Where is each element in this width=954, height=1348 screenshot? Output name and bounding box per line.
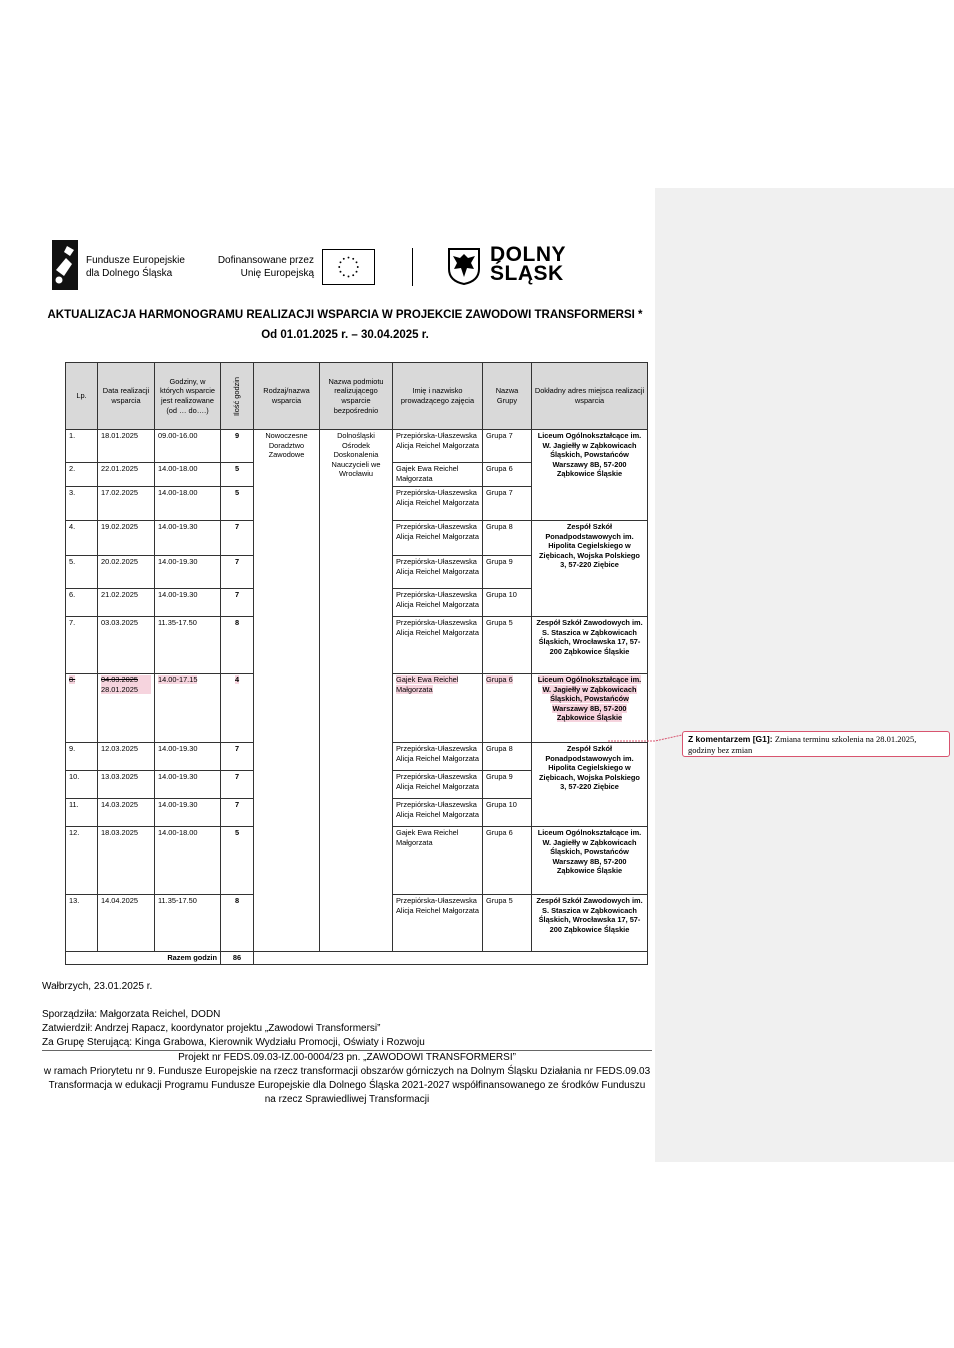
lp-deleted: 8. xyxy=(69,675,76,684)
cell-lp: 2. xyxy=(66,463,98,487)
cell-trainer: Przepiórska-Ułaszewska Alicja Reichel Małgorzata xyxy=(393,487,483,521)
address-marked: Liceum Ogólnokształcące im. W. Jagiełły w Ząbkowicach Śląskich, Powstańców Warszawy 8B, 57-200 Ząbkowice Śląskie xyxy=(537,675,642,723)
cell-count: 7 xyxy=(221,743,254,771)
cell-trainer: Przepiórska-Ułaszewska Alicja Reichel Małgorzata xyxy=(393,430,483,463)
cell-group: Grupa 6 xyxy=(483,463,532,487)
cell-count: 5 xyxy=(221,487,254,521)
cell-group: Grupa 9 xyxy=(483,771,532,799)
cell-date: 18.03.2025 xyxy=(98,827,155,895)
cell-lp: 11. xyxy=(66,799,98,827)
cell-group: Grupa 9 xyxy=(483,556,532,589)
cell-hours: 14.00-18.00 xyxy=(155,827,221,895)
header-entity: Nazwa podmiotu realizującego wsparcie bezpośrednio xyxy=(320,363,393,430)
cell-group: Grupa 6 xyxy=(483,827,532,895)
hours-marked: 14.00-17.15 xyxy=(158,675,198,684)
cell-group: Grupa 10 xyxy=(483,799,532,827)
cell-date: 03.03.2025 xyxy=(98,617,155,674)
cell-count: 5 xyxy=(221,463,254,487)
cell-count: 5 xyxy=(221,827,254,895)
cell-trainer: Przepiórska-Ułaszewska Alicja Reichel Małgorzata xyxy=(393,521,483,556)
ds-line2: ŚLĄSK xyxy=(490,262,564,285)
cell-count: 7 xyxy=(221,771,254,799)
date-inserted: 28.01.2025 xyxy=(101,685,151,695)
cell-hours: 14.00-19.30 xyxy=(155,771,221,799)
steering-group: Za Grupę Sterującą: Kinga Grabowa, Kierownik Wydziału Promocji, Oświaty i Rozwoju xyxy=(42,1037,425,1048)
cell-group: Grupa 7 xyxy=(483,487,532,521)
cell-count: 7 xyxy=(221,556,254,589)
count-marked: 4 xyxy=(234,675,240,684)
total-value: 86 xyxy=(221,952,254,965)
cell-lp: 9. xyxy=(66,743,98,771)
comment-text: Zmiana terminu szkolenia na 28.01.2025, godziny bez zmian xyxy=(688,734,917,755)
cell-date: 21.02.2025 xyxy=(98,589,155,617)
project-line1: Projekt nr FEDS.09.03-IZ.00-0004/23 pn. „ZAWODOWI TRANSFORMERSI” xyxy=(178,1052,516,1063)
header-type: Rodzaj/nazwa wsparcia xyxy=(254,363,320,430)
cell-lp: 1. xyxy=(66,430,98,463)
cell-hours: 14.00-18.00 xyxy=(155,487,221,521)
cell-address: Liceum Ogólnokształcące im. W. Jagiełły w Ząbkowicach Śląskich, Powstańców Warszawy 8B, 57-200 Ząbkowice Śląskie xyxy=(532,827,648,895)
cell-hours: 11.35-17.50 xyxy=(155,895,221,952)
cell-lp: 3. xyxy=(66,487,98,521)
cell-date: 22.01.2025 xyxy=(98,463,155,487)
cell-hours: 09.00-16.00 xyxy=(155,430,221,463)
cell-group: Grupa 8 xyxy=(483,521,532,556)
cell-group: Grupa 5 xyxy=(483,895,532,952)
cell-entity: Dolnośląski Ośrodek Doskonalenia Nauczycieli we Wrocławiu xyxy=(320,430,393,952)
cell-lp: 10. xyxy=(66,771,98,799)
cofin-line2: Unię Europejską xyxy=(240,268,314,279)
cell-date: 12.03.2025 xyxy=(98,743,155,771)
header-hours: Godziny, w których wsparcie jest realizowane (od … do….) xyxy=(155,363,221,430)
cell-trainer: Gajek Ewa Reichel Małgorzata xyxy=(393,827,483,895)
cell-address: Zespół Szkół Ponadpodstawowych im. Hipolita Cegielskiego w Ziębicach, Wojska Polskiego 3, 57-220 Ziębice xyxy=(532,521,648,617)
cell-date: 20.02.2025 xyxy=(98,556,155,589)
approved-by: Zatwierdził: Andrzej Rapacz, koordynator projektu „Zawodowi Transformersi” xyxy=(42,1023,381,1034)
comment-balloon[interactable] xyxy=(682,731,950,757)
cell-address: Zespół Szkół Zawodowych im. S. Staszica w Ząbkowicach Śląskich, Wrocławska 17, 57-200 Ząbkowice Śląskie xyxy=(532,895,648,952)
comment-tag: Z komentarzem [G1]: xyxy=(688,734,773,744)
ds-line1: DOLNY xyxy=(490,243,566,266)
cell-group: Grupa 5 xyxy=(483,617,532,674)
header-group: Nazwa Grupy xyxy=(483,363,532,430)
header-count-text: Ilość godzin xyxy=(232,376,242,416)
cell-trainer: Przepiórska-Ułaszewska Alicja Reichel Małgorzata xyxy=(393,589,483,617)
cofin-line1: Dofinansowane przez xyxy=(217,255,314,266)
cell-date: 17.02.2025 xyxy=(98,487,155,521)
project-line2: w ramach Priorytetu nr 9. Fundusze Europejskie na rzecz transformacji obszarów górniczych na Dolnym Śląsku Działania nr FEDS.09.03 Transformacja w edukacji Programu Fundusze Europejskie dla Dolnego Śląska 2021-2027 współfinansowanego ze środków Funduszu na rzecz Sprawiedliwej Transformacji xyxy=(43,1066,651,1105)
cell-trainer: Gajek Ewa Reichel Małgorzata xyxy=(393,463,483,487)
cell-support-type: Nowoczesne Doradztwo Zawodowe xyxy=(254,430,320,952)
header-address: Dokładny adres miejsca realizacji wsparcia xyxy=(532,363,648,430)
cell-lp: 13. xyxy=(66,895,98,952)
header-date: Data realizacji wsparcia xyxy=(98,363,155,430)
cell-date: 14.04.2025 xyxy=(98,895,155,952)
cell-lp: 5. xyxy=(66,556,98,589)
cell-lp: 12. xyxy=(66,827,98,895)
cell-address: Zespół Szkół Zawodowych im. S. Staszica w Ząbkowicach Śląskich, Wrocławska 17, 57-200 Ząbkowice Śląskie xyxy=(532,617,648,674)
title-line1: AKTUALIZACJA HARMONOGRAMU REALIZACJI WSPARCIA W PROJEKCIE ZAWODOWI TRANSFORMERSI * xyxy=(47,309,643,321)
cell-address: Zespół Szkół Ponadpodstawowych im. Hipolita Cegielskiego w Ziębicach, Wojska Polskiego 3, 57-220 Ziębice xyxy=(532,743,648,827)
fe-line2: dla Dolnego Śląska xyxy=(86,268,173,279)
cell-date: 18.01.2025 xyxy=(98,430,155,463)
cell-group: Grupa 10 xyxy=(483,589,532,617)
cell-lp: 6. xyxy=(66,589,98,617)
total-label: Razem godzin xyxy=(66,952,221,965)
place-date: Wałbrzych, 23.01.2025 r. xyxy=(42,981,153,992)
cell-group: Grupa 8 xyxy=(483,743,532,771)
cell-address: Liceum Ogólnokształcące im. W. Jagiełły w Ząbkowicach Śląskich, Powstańców Warszawy 8B, 57-200 Ząbkowice Śląskie xyxy=(532,430,648,521)
cell-hours: 14.00-19.30 xyxy=(155,799,221,827)
cell-hours: 11.35-17.50 xyxy=(155,617,221,674)
cell-count: 9 xyxy=(221,430,254,463)
cell-trainer: Przepiórska-Ułaszewska Alicja Reichel Małgorzata xyxy=(393,771,483,799)
cell-trainer: Przepiórska-Ułaszewska Alicja Reichel Małgorzata xyxy=(393,617,483,674)
cell-lp: 4. xyxy=(66,521,98,556)
cell-date: 14.03.2025 xyxy=(98,799,155,827)
cell-trainer: Przepiórska-Ułaszewska Alicja Reichel Małgorzata xyxy=(393,895,483,952)
cell-count: 8 xyxy=(221,895,254,952)
cell-count: 8 xyxy=(221,617,254,674)
cell-hours: 14.00-18.00 xyxy=(155,463,221,487)
group-marked: Grupa 6 xyxy=(486,675,513,684)
fe-line1: Fundusze Europejskie xyxy=(86,255,185,266)
cell-date: 19.02.2025 xyxy=(98,521,155,556)
cell-hours: 14.00-19.30 xyxy=(155,556,221,589)
title-line2: Od 01.01.2025 r. – 30.04.2025 r. xyxy=(261,329,429,341)
cell-hours: 14.00-19.30 xyxy=(155,589,221,617)
trainer-marked: Gajek Ewa Reichel Małgorzata xyxy=(396,675,459,694)
header-trainer: Imię i nazwisko prowadzącego zajęcia xyxy=(393,363,483,430)
cell-trainer: Przepiórska-Ułaszewska Alicja Reichel Małgorzata xyxy=(393,743,483,771)
date-deleted: 04.03.2025 xyxy=(101,675,151,685)
cell-hours: 14.00-19.30 xyxy=(155,521,221,556)
cell-count: 7 xyxy=(221,521,254,556)
cell-trainer: Przepiórska-Ułaszewska Alicja Reichel Małgorzata xyxy=(393,556,483,589)
cell-trainer: Przepiórska-Ułaszewska Alicja Reichel Małgorzata xyxy=(393,799,483,827)
cell-count: 7 xyxy=(221,799,254,827)
cell-date: 13.03.2025 xyxy=(98,771,155,799)
cell-lp: 7. xyxy=(66,617,98,674)
cell-count: 7 xyxy=(221,589,254,617)
header-lp: Lp. xyxy=(66,363,98,430)
cell-hours: 14.00-19.30 xyxy=(155,743,221,771)
cell-group: Grupa 7 xyxy=(483,430,532,463)
prepared-by: Sporządziła: Małgorzata Reichel, DODN xyxy=(42,1009,221,1020)
